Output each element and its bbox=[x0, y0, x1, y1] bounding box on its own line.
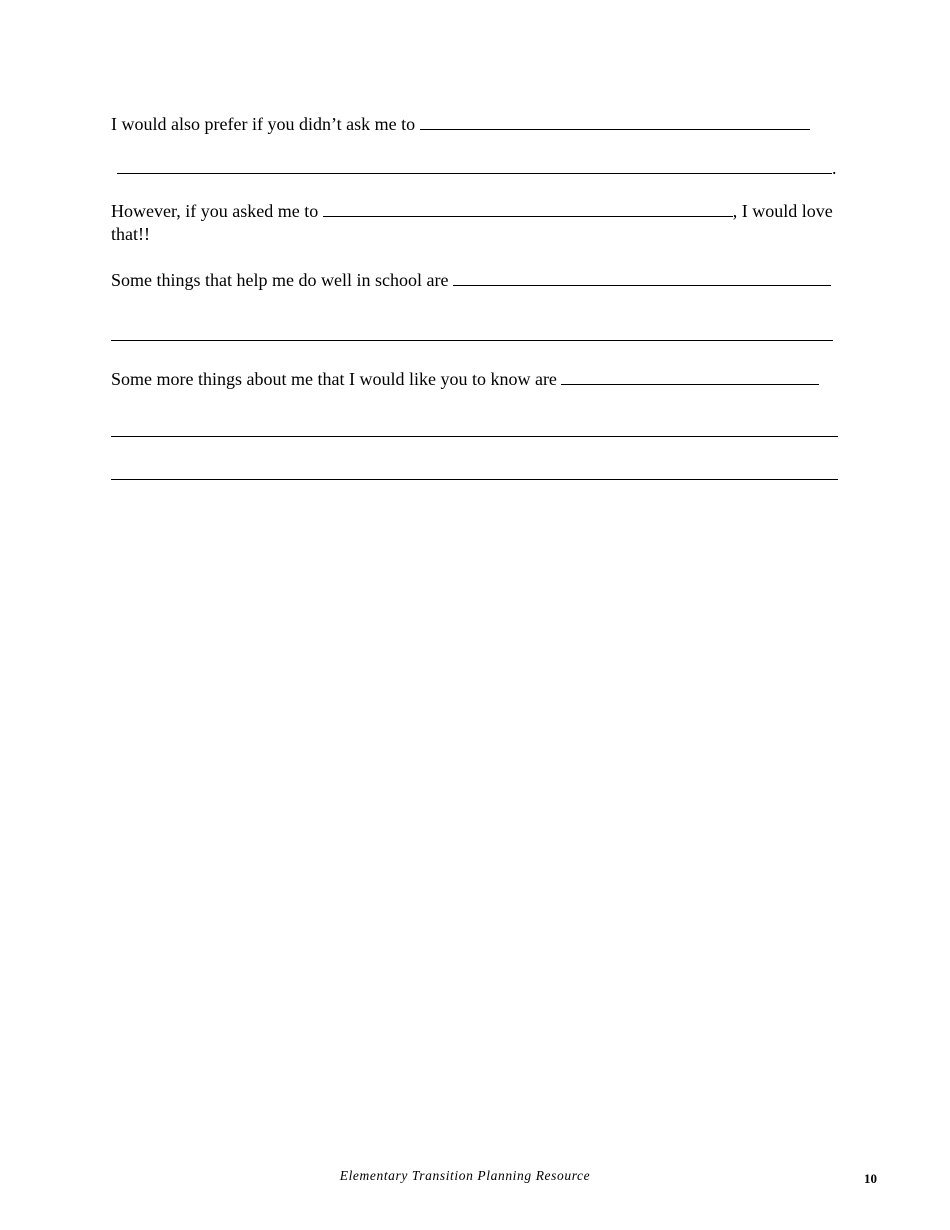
more-answer-blank-1[interactable] bbox=[561, 369, 819, 385]
help-answer-blank-2[interactable] bbox=[111, 325, 833, 341]
prompt-love-end-text: , I would love bbox=[732, 201, 833, 221]
prompt-help-text: Some things that help me do well in school are bbox=[111, 270, 449, 290]
prompt-more-line bbox=[111, 368, 819, 390]
footer-title: Elementary Transition Planning Resource bbox=[339, 1168, 591, 1183]
prompt-love-wrap-line bbox=[111, 223, 150, 245]
more-continuation-line-2 bbox=[111, 463, 838, 485]
love-answer-blank[interactable] bbox=[323, 201, 733, 217]
more-answer-blank-2[interactable] bbox=[111, 421, 838, 437]
prompt-avoid-line bbox=[111, 113, 810, 135]
avoid-answer-blank-2[interactable] bbox=[117, 158, 832, 174]
prompt-avoid-text: I would also prefer if you didn’t ask me to bbox=[111, 114, 416, 134]
prompt-love-line bbox=[111, 200, 833, 222]
period-mark: . bbox=[832, 158, 837, 178]
prompt-love-text: However, if you asked me to bbox=[111, 201, 319, 221]
help-continuation-line bbox=[111, 324, 833, 346]
prompt-more-text: Some more things about me that I would like you to know are bbox=[111, 369, 557, 389]
prompt-love-wrap-text: that!! bbox=[111, 224, 150, 244]
avoid-continuation-line bbox=[117, 157, 837, 179]
help-answer-blank-1[interactable] bbox=[453, 270, 831, 286]
avoid-answer-blank-1[interactable] bbox=[420, 114, 810, 130]
prompt-help-line bbox=[111, 269, 831, 291]
more-answer-blank-3[interactable] bbox=[111, 464, 838, 480]
more-continuation-line-1 bbox=[111, 420, 838, 442]
page-number: 10 bbox=[864, 1171, 877, 1186]
